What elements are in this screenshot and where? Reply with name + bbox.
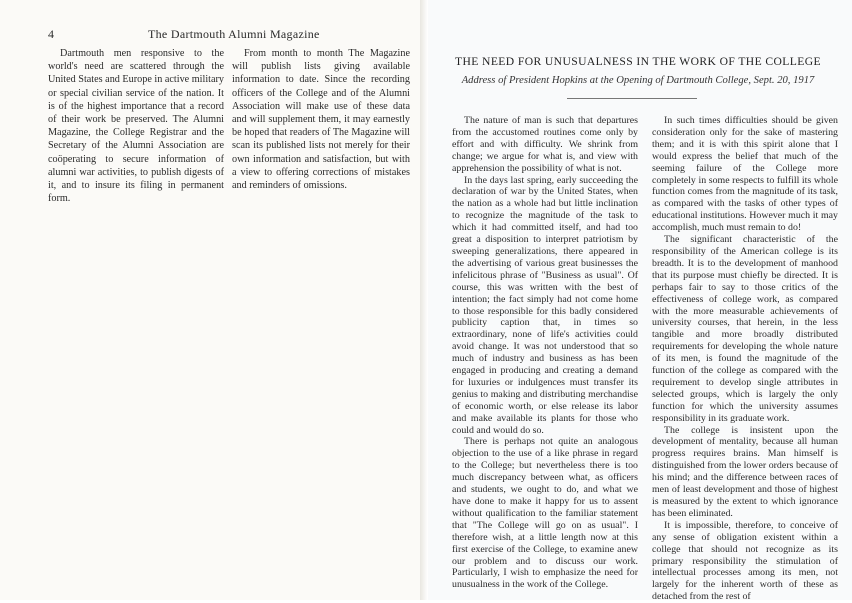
paragraph: It is impossible, therefore, to conceive of any sense of obligation existent within a college that should not recognize as its primary responsibility the stimulation of intellectual processes among its men, not largely for the inherent worth of these as detached from the rest of: [652, 519, 838, 603]
page-number: 4: [48, 27, 54, 41]
paragraph: The significant characteristic of the responsibility of the American college is its breadth. It is to the development of manhood that its purpose must chiefly be directed. It is perhaps fair to say to those critics of the effectiveness of college work, as compared with the more measurable achievements of university courses, that herein, in the less tangible and more broadly distributed requirements for developing the whole nature of its men, is found the magnitude of the function of the college as compared with the requirement to develop single attributes in selected groups, which is largely the only function for which the university assumes responsibility in its graduate work.: [652, 234, 838, 424]
book-gutter: [420, 0, 428, 600]
paragraph: Dartmouth men responsive to the world's need are scattered through the United States and Europe in active military or special civilian service of the nation. It is of the highest importance that a record of their work be preserved. The Alumni Magazine, the College Registrar and the Secretary of the Alumni Association are coöperating to secure information of alumni war activities, to publish digests of it, and to insure its filing in permanent form.: [48, 48, 224, 205]
running-header: [48, 27, 408, 41]
paragraph: From month to month The Magazine will publish lists giving available information to date. Since the recording officers of the College and of the Alumni Association will make use of these data and will supplement them, it may earnestly be hoped that readers of The Magazine will scan its published lists not merely for their own information and satisfaction, but with a view to offering corrections of mistakes and reminders of omissions.: [232, 48, 410, 192]
right-column-2: [652, 115, 838, 603]
left-column-1: [48, 47, 224, 205]
article-subtitle: Address of President Hopkins at the Opening of Dartmouth College, Sept. 20, 1917: [461, 75, 815, 86]
paragraph: In the days last spring, early succeeding the declaration of war by the United States, when the nation as a whole had but little inclination to recognize the magnitude of the task to which it had committed itself, and had too great a disposition to interpret patriotism by sweeping generalizations, there appeared in the advertising of various great businesses the infelicitous phrase of "Business as usual". Of course, this was written with the best of intention; the fact simply had not come home to those responsible for this badly considered publicity caption that, in times so extraordinary, none of life's activities could avoid change. It was not understood that so much of industry and business as has been engaged in producing and creating a demand for luxuries or indulgences must transfer its genius to making and distributing merchandise of economic worth, or else release its labor and make available its plants for those who could and would do so.: [452, 174, 638, 436]
right-column-1: [452, 115, 638, 591]
left-column-2: [232, 47, 410, 192]
paragraph: The nature of man is such that departures from the accustomed routines come only by effort and with difficulty. We shrink from change; we argue for what is, and view with apprehension the possibility of what is not.: [452, 115, 638, 174]
paragraph: There is perhaps not quite an analogous objection to the use of a like phrase in regard to the College; but nevertheless there is too much discrepancy between what, as officers and students, we ought to do, and what we have done to make it happy for us to assent without qualification to the familiar statement that "The College will go on as usual". I therefore wish, at a little length now at this first exercise of the College, to examine anew our problem and to discuss our work. Particularly, I wish to emphasize the need for unusualness in the work of the College.: [452, 436, 638, 591]
running-head-title: The Dartmouth Alumni Magazine: [148, 27, 320, 41]
paragraph: The college is insistent upon the development of mentality, because all human progress requires brains. Man himself is distinguished from the lower orders because of his mind; and the difference between races of men of least development and those of highest is measured by the extent to which ignorance has been eliminated.: [652, 424, 838, 519]
paragraph: In such times difficulties should be given consideration only for the sake of mastering them; and it is with this spirit alone that I would express the belief that much of the seeming failure of the College more completely in some respects to fulfill its whole function comes from the magnitude of its task, as compared with the tasks of other types of educational institutions. However much it may accomplish, much must remain to do!: [652, 115, 838, 234]
article-title: THE NEED FOR UNUSUALNESS IN THE WORK OF THE COLLEGE: [455, 55, 821, 68]
title-rule: [567, 98, 697, 99]
